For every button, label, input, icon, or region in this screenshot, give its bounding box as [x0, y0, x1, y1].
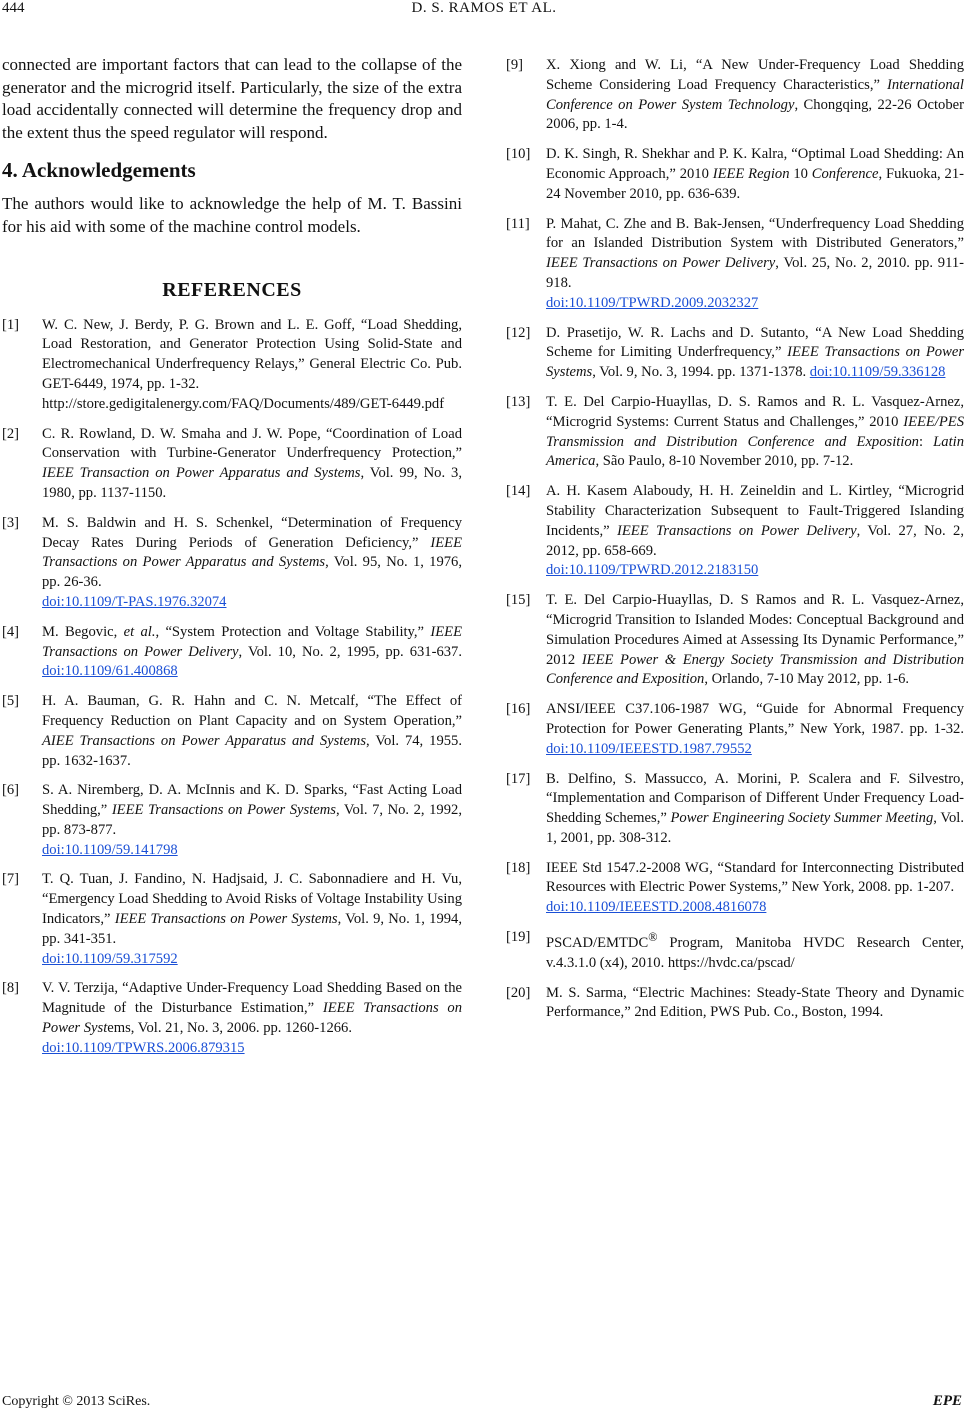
doi-link[interactable]: doi:10.1109/TPWRD.2009.2032327	[546, 294, 759, 311]
reference-item	[2, 979, 462, 1058]
reference-citation: M. S. Baldwin and H. S. Schenkel, “Determination of Frequency Decay Rates During Periods of Generation Deficiency,”	[42, 514, 462, 551]
reference-number: [14]	[506, 483, 531, 500]
reference-item	[506, 700, 964, 759]
references-heading: REFERENCES	[162, 278, 302, 301]
reference-source: IEEE Power & Energy Society Transmission and Distribution Conference and Exposition	[546, 651, 964, 688]
page-number: 444	[2, 0, 25, 16]
reference-number: [12]	[506, 324, 531, 341]
reference-italic: et al.	[123, 623, 156, 640]
reference-text	[546, 215, 964, 314]
reference-citation: ANSI/IEEE C37.106-1987 WG, “Guide for Abnormal Frequency Protection for Power Generating Plants,” New York, 1987. pp. 1-32.	[546, 701, 964, 737]
reference-citation: W. C. New, J. Berdy, P. G. Brown and L. E. Goff, “Load Shedding, Load Restoration, and Generator Protection Using Solid-State and Electromechanical Underfrequency Relays,” General Electric Co. Pub. GET-6449, 1974, pp. 1-32.	[42, 316, 462, 392]
reference-citation: T. Q. Tuan, J. Fandino, N. Hadjsaid, J. C. Sabonnadiere and H. Vu, “Emergency Load Shedding to Avoid Risks of Voltage Instability Using Indicators,”	[42, 871, 462, 928]
reference-citation: , Vol. 9, No. 3, 1994. pp. 1371-1378.	[592, 364, 810, 381]
reference-citation: IEEE Std 1547.2-2008 WG, “Standard for Interconnecting Distributed Resources with Electric Power Systems,” New York, 2008. pp. 1-207.	[546, 859, 964, 896]
reference-source: IEEE/PES Transmission and Distribution Conference and Exposition	[546, 413, 964, 450]
reference-citation: D. Prasetijo, W. R. Lachs and D. Sutanto, “A New Load Shedding Scheme for Limiting Underfrequency,”	[546, 324, 964, 361]
reference-text	[546, 770, 964, 849]
reference-list-right	[506, 56, 964, 1023]
reference-citation: V. V. Terzija, “Adaptive Under-Frequency Load Shedding Based on the Magnitude of the Disturbance Estimation,”	[42, 980, 462, 1017]
reference-text	[546, 145, 964, 204]
reference-item	[2, 425, 462, 504]
reference-citation: , São Paulo, 8-10 November 2010, pp. 7-12.	[595, 453, 854, 470]
doi-link[interactable]: doi:10.1109/59.317592	[42, 950, 178, 967]
reference-text	[546, 56, 964, 135]
reference-citation: B. Delfino, S. Massucco, A. Morini, P. Scalera and F. Silvestro, “Implementation and Comparison of Different Under Frequency Load-Shedding Schemes,”	[546, 770, 964, 827]
reference-number: [4]	[2, 623, 20, 640]
reference-citation: , “System Protection and Voltage Stability,”	[155, 623, 431, 640]
reference-number: [6]	[2, 782, 20, 799]
reference-number: [17]	[506, 770, 531, 787]
reference-text	[42, 316, 462, 415]
reference-citation: D. K. Singh, R. Shekhar and P. K. Kalra, “Optimal Load Shedding: An Economic Approach,” 2010	[546, 146, 964, 182]
reference-citation: P. Mahat, C. Zhe and B. Bak-Jensen, “Underfrequency Load Shedding for an Islanded Distribution System with Distributed Generators,”	[546, 215, 964, 252]
reference-text	[546, 482, 964, 581]
acknowledgements-heading: 4. Acknowledgements	[2, 158, 196, 183]
reference-citation: S. A. Niremberg, D. A. McInnis and K. D. Sparks, “Fast Acting Load Shedding,”	[42, 782, 462, 819]
doi-link[interactable]: doi:10.1109/59.336128	[809, 364, 946, 381]
reference-number: [11]	[506, 215, 530, 232]
reference-item	[2, 514, 462, 613]
acknowledgements-text: The authors would like to acknowledge the help of M. T. Bassini for his aid with some of the machine control models.	[2, 194, 462, 236]
reference-citation: T. E. Del Carpio-Huayllas, D. S Ramos and R. L. Vasquez-Arnez, “Microgrid Transition to Islanded Modes: Conceptual Background and Simulation Procedures Aimed at Assessing Its Dynamic Performance,” 2012	[546, 592, 964, 668]
right-column	[506, 56, 964, 1033]
doi-link[interactable]: doi:10.1109/IEEESTD.1987.79552	[546, 740, 752, 757]
reference-citation: PSCAD/EMTDC	[546, 934, 649, 951]
copyright-footer: Copyright © 2013 SciRes.	[2, 1394, 151, 1409]
reference-source: Latin America	[546, 433, 964, 470]
reference-item	[506, 482, 964, 581]
reference-number: [20]	[506, 984, 531, 1001]
reference-number: [9]	[506, 57, 524, 73]
journal-abbrev: EPE	[932, 1393, 962, 1409]
reference-item	[506, 145, 964, 204]
reference-text	[546, 984, 964, 1024]
reference-item	[506, 984, 964, 1024]
reference-source: IEEE Transactions on Power Systems	[114, 911, 338, 928]
reference-text	[42, 781, 462, 860]
intro-paragraph: connected are important factors that can lead to the collapse of the generator and the microgrid itself. Particularly, the size of the extra load accidentally connected will determine the frequency drop and the extent thus the speed regulator will respond.	[2, 55, 462, 142]
reference-text	[546, 859, 964, 918]
reference-citation: , Vol. 7, No. 2, 1992, pp. 873-877.	[42, 802, 462, 838]
reference-citation: H. A. Bauman, G. R. Hahn and C. N. Metcalf, “The Effect of Frequency Reduction on Plant Capacity and on System Operation,”	[42, 693, 462, 729]
reference-text	[42, 425, 462, 504]
reference-citation: :	[918, 433, 934, 450]
reference-citation: , Orlando, 7-10 May 2012, pp. 1-6.	[704, 671, 910, 688]
reference-citation: , Vol. 9, No. 1, 1994, pp. 341-351.	[42, 911, 462, 947]
doi-link[interactable]: doi:10.1109/IEEESTD.2008.4816078	[546, 899, 767, 916]
reference-item	[506, 56, 964, 135]
reference-number: [1]	[2, 316, 20, 333]
reference-citation: A. H. Kasem Alaboudy, H. H. Zeineldin and L. Kirtley, “Microgrid Stability Characterization Subsequent to Fault-Triggered Islanding Incidents,”	[546, 483, 964, 539]
reference-citation: M. S. Sarma, “Electric Machines: Steady-State Theory and Dynamic Performance,” 2nd Edition, PWS Pub. Co., Boston, 1994.	[546, 984, 964, 1021]
reference-item	[506, 859, 964, 918]
reference-number: [10]	[506, 146, 531, 163]
reference-source: IEEE Transactions on Power Delivery	[546, 255, 776, 272]
reference-citation: 10	[789, 165, 812, 182]
reference-source: IEEE Transactions on Power Delivery	[617, 522, 857, 539]
reference-item	[2, 316, 462, 415]
running-head: D. S. RAMOS ET AL.	[411, 0, 557, 16]
reference-source: IEEE Transaction on Power Apparatus and Systems	[42, 465, 361, 482]
reference-source: Power Engineering Society Summer Meeting	[670, 810, 934, 827]
reference-number: [18]	[506, 859, 531, 876]
reference-citation: , Chongqing, 22-26 October 2006, pp. 1-4.	[546, 96, 964, 133]
reference-text	[42, 692, 462, 771]
reference-item	[2, 692, 462, 771]
doi-link[interactable]: doi:10.1109/TPWRS.2006.879315	[42, 1039, 245, 1056]
left-column	[2, 54, 462, 1069]
reference-text	[42, 979, 462, 1058]
reference-source: International Conference on Power System Technology	[546, 76, 964, 113]
reference-list-left	[2, 316, 462, 1059]
reference-citation: ems, Vol. 21, No. 3, 2006. pp. 1260-1266.	[107, 1020, 352, 1037]
reference-citation: , Vol. 95, No. 1, 1976, pp. 26-36.	[42, 554, 462, 591]
reference-item	[506, 928, 964, 973]
reference-text	[42, 514, 462, 613]
reference-item	[506, 393, 964, 472]
reference-citation: , Vol. 10, No. 2, 1995, pp. 631-637.	[238, 643, 462, 660]
reference-number: [2]	[2, 425, 20, 442]
reference-text	[546, 324, 964, 383]
reference-number: [7]	[2, 871, 20, 888]
reference-citation: X. Xiong and W. Li, “A New Under-Frequency Load Shedding Scheme Considering Load Frequency Characteristics,”	[546, 57, 964, 93]
reference-number: [16]	[506, 701, 531, 718]
reference-item	[506, 591, 964, 690]
reference-text	[546, 700, 964, 759]
doi-link[interactable]: doi:10.1109/61.400868	[42, 663, 178, 680]
reference-source: IEEE Transactions on Power Systems	[111, 802, 336, 819]
reference-number: [13]	[506, 393, 531, 410]
reference-source: IEEE Transactions on Power Delivery	[42, 623, 462, 660]
reference-citation: Program, Manitoba HVDC Research Center, v.4.3.1.0 (x4), 2010. https://hvdc.ca/pscad/	[546, 934, 964, 971]
doi-link[interactable]: doi:10.1109/TPWRD.2012.2183150	[546, 562, 759, 579]
reference-citation: , Vol. 74, 1955. pp. 1632-1637.	[42, 732, 462, 769]
reference-citation: , Vol. 27, No. 2, 2012, pp. 658-669.	[546, 522, 964, 559]
reference-source: Conference	[811, 165, 879, 182]
doi-link[interactable]: doi:10.1109/T-PAS.1976.32074	[42, 593, 227, 610]
reference-citation: , Vol. 25, No. 2, 2010. pp. 911-918.	[546, 255, 964, 291]
registered-mark: ®	[648, 930, 658, 945]
reference-number: [3]	[2, 514, 20, 531]
reference-source: IEEE Transactions on Power Syst	[42, 1000, 463, 1037]
reference-item	[2, 781, 462, 860]
reference-citation: , Fukuoka, 21-24 November 2010, pp. 636-639.	[546, 165, 964, 202]
reference-text	[42, 623, 462, 682]
reference-source: IEEE Transactions on Power Apparatus and Systems	[42, 534, 462, 571]
reference-text	[546, 393, 964, 472]
reference-item	[2, 870, 462, 969]
reference-url: http://store.gedigitalenergy.com/FAQ/Documents/489/GET-6449.pdf	[42, 395, 445, 412]
reference-item	[506, 215, 964, 314]
doi-link[interactable]: doi:10.1109/59.141798	[42, 841, 178, 858]
reference-item	[506, 770, 964, 849]
reference-citation: C. R. Rowland, D. W. Smaha and J. W. Pope, “Coordination of Load Conservation with Turbine-Generator Underfrequency Protection,”	[42, 425, 462, 462]
reference-source: IEEE Region	[712, 165, 790, 182]
reference-citation: T. E. Del Carpio-Huayllas, D. S. Ramos and R. L. Vasquez-Arnez, “Microgrid Systems: Current Status and Challenges,” 2010	[546, 393, 964, 430]
reference-number: [15]	[506, 592, 531, 609]
reference-text	[546, 928, 964, 973]
reference-text	[42, 870, 462, 969]
reference-source: IEEE Transactions on Power Systems	[546, 344, 964, 381]
reference-item	[506, 324, 964, 383]
reference-source: AIEE Transactions on Power Apparatus and Systems	[42, 732, 367, 749]
reference-citation: , Vol. 99, No. 3, 1980, pp. 1137-1150.	[42, 465, 463, 501]
reference-number: [19]	[506, 929, 531, 946]
reference-number: [8]	[2, 980, 20, 997]
reference-number: [5]	[2, 693, 20, 710]
reference-citation: M. Begovic,	[42, 623, 124, 640]
reference-citation: , Vol. 1, 2001, pp. 308-312.	[546, 810, 964, 846]
reference-text	[546, 591, 964, 690]
reference-item	[2, 623, 462, 682]
